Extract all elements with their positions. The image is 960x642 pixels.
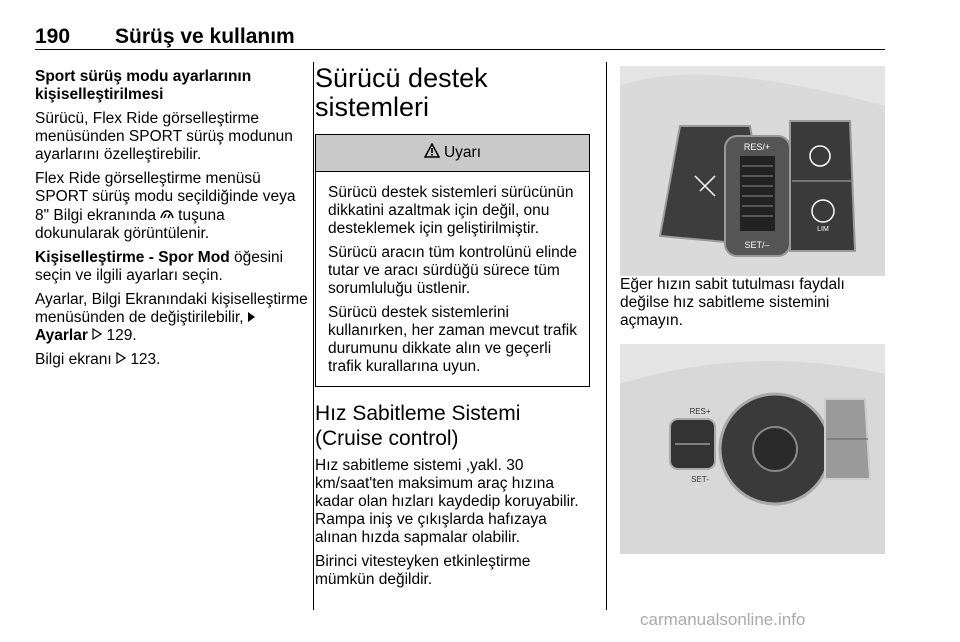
res-label: RES+ — [689, 407, 711, 416]
header-rule — [35, 49, 885, 50]
paragraph — [35, 249, 310, 285]
warning-text: Sürücü aracın tüm kontrolünü elinde tutar ve aracı sürdüğü sürece tüm sorumluluğu üstlenir. — [328, 244, 578, 297]
res-label: RES/+ — [743, 142, 771, 152]
paragraph: Birinci vitesteyken etkinleştirme mümkün değildir. — [315, 553, 531, 588]
column-left — [35, 68, 310, 375]
triangle-pointer-icon — [248, 309, 255, 326]
sport-mode-heading — [35, 68, 310, 104]
column-divider — [313, 62, 314, 610]
text: Ayarlar, Bilgi Ekranındaki kişiselleştirme menüsünden de değiştirilebilir, — [35, 291, 308, 326]
warning-text: Sürücü destek sistemleri sürücünün dikkatini azaltmak için değil, onu desteklemek için geliştirilmiştir. — [328, 184, 574, 237]
column-right — [620, 66, 885, 554]
paragraph — [35, 291, 310, 345]
paragraph: Hız sabitleme sistemi ,yakl. 30 km/saat'ten maksimum araç hızına kadar olan hızları kaydedip koruyabilir. Rampa iniş ve çıkışlarda hafızaya alınan hızda sapmalar olabilir. — [315, 457, 579, 546]
page-number: 190 — [35, 25, 71, 48]
heading-line: kişiselleştirilmesi — [35, 86, 164, 103]
watermark: carmanualsonline.info — [640, 610, 806, 629]
paragraph — [35, 351, 310, 369]
menu-item: Ayarlar — [35, 327, 88, 344]
heading-line: Sport sürüş modu ayarlarının — [35, 68, 252, 85]
text: öğesini seçin ve ilgili ayarları seçin. — [35, 249, 284, 284]
warning-body — [316, 172, 589, 386]
column-divider — [606, 62, 607, 610]
warning-header — [316, 135, 589, 172]
paragraph — [35, 170, 310, 243]
page-ref-icon — [92, 327, 106, 344]
set-label: SET/– — [744, 240, 770, 250]
text: tuşuna dokunularak görüntülenir. — [35, 207, 225, 242]
menu-path: Kişiselleştirme - Spor Mod — [35, 249, 230, 266]
caption: Eğer hızın sabit tutulması faydalı değilse hız sabitleme sistemini açmayın. — [620, 276, 845, 329]
car-menu-icon — [160, 207, 178, 223]
steering-wheel-controls-image — [620, 344, 885, 554]
warning-box — [315, 134, 590, 387]
chapter-title — [315, 64, 593, 122]
page-ref: 129. — [106, 327, 137, 344]
warning-triangle-icon — [424, 143, 440, 163]
page-ref-icon — [116, 351, 130, 368]
text: Flex Ride görselleştirme menüsü SPORT sürüş modu seçildiğinde veya 8" Bilgi ekranında — [35, 170, 296, 224]
warning-text: Sürücü destek sistemlerini kullanırken, her zaman mevcut trafik durumunu dikkate alın ve geçerli trafik kurallarına uyun. — [328, 304, 577, 375]
page-header — [35, 0, 885, 50]
column-middle — [315, 64, 593, 595]
section-title: Sürüş ve kullanım — [115, 25, 295, 48]
lim-label: LIM — [817, 226, 829, 233]
text: Bilgi ekranı — [35, 351, 112, 368]
steering-wheel-controls-image — [620, 66, 885, 276]
set-label: SET- — [691, 475, 709, 484]
paragraph: Sürücü, Flex Ride görselleştirme menüsünden SPORT sürüş modunun ayarlarını özelleştirebilir. — [35, 110, 293, 163]
section-heading — [315, 401, 593, 451]
warning-label: Uyarı — [443, 144, 482, 161]
heading-line: (Cruise control) — [315, 427, 459, 450]
title-line: Sürücü destek — [315, 63, 488, 93]
heading-line: Hız Sabitleme Sistemi — [315, 402, 521, 425]
title-line: sistemleri — [315, 92, 430, 122]
page-ref: 123. — [130, 351, 161, 368]
